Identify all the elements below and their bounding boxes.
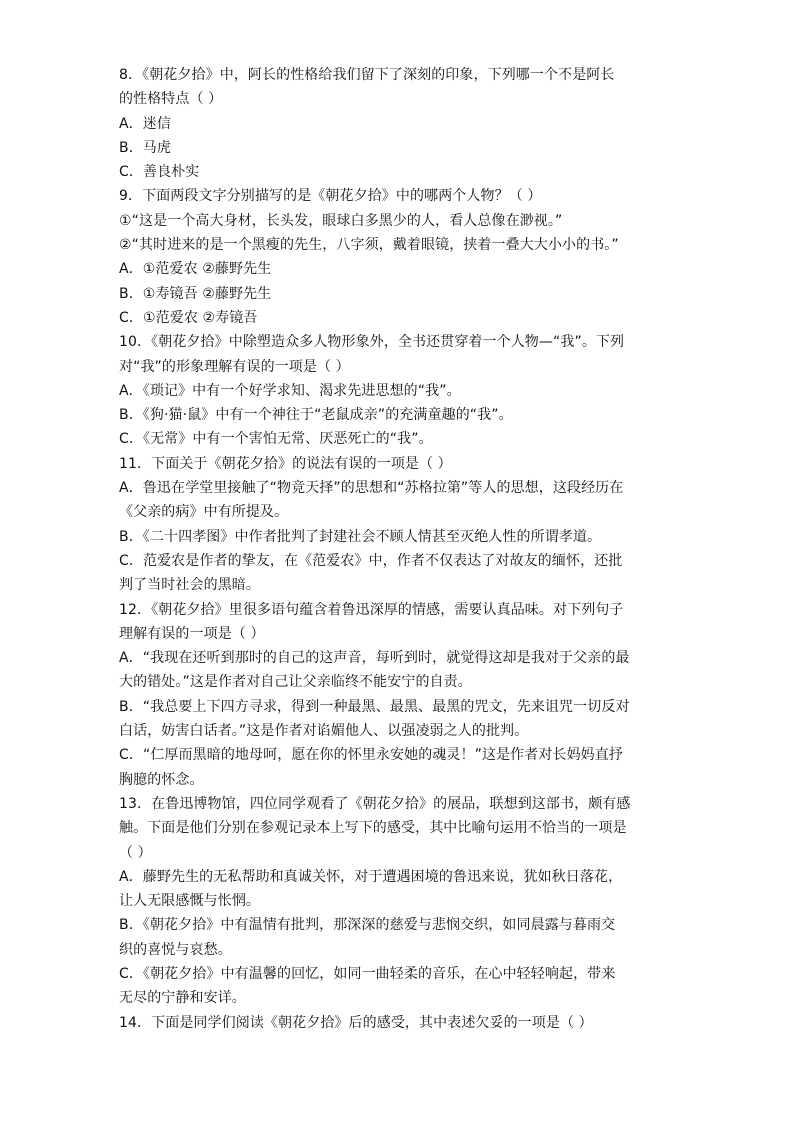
q9-option-b: B．①寿镜吾 ②藤野先生 [119, 285, 272, 302]
q8-option-b: B．马虎 [119, 139, 172, 156]
q8-option-a: A．迷信 [119, 115, 171, 132]
q14-stem: 14．下面是同学们阅读《朝花夕拾》后的感受，其中表述欠妥的一项是（ ） [119, 1014, 593, 1031]
q13-option-c-line2: 无尽的宁静和安详。 [119, 990, 246, 1007]
q11-option-c-line2: 判了当时社会的黑暗。 [119, 577, 260, 594]
q11-stem: 11．下面关于《朝花夕拾》的说法有误的一项是（ ） [119, 455, 452, 472]
q10-option-a: A．《琐记》中有一个好学求知、渴求先进思想的“我”。 [119, 382, 461, 399]
q8-stem-line1: 8．《朝花夕拾》中，阿长的性格给我们留下了深刻的印象，下列哪一个不是阿长 [119, 67, 615, 83]
q13-stem-line2: 触。下面是他们分别在参观记录本上写下的感受，其中比喻句运用不恰当的一项是 [119, 820, 627, 837]
q13-stem-line3: （ ） [119, 844, 152, 861]
q12-option-a-line1: A．“我现在还听到那时的自己的这声音，每听到时，就觉得这却是我对于父亲的最 [119, 650, 630, 667]
q11-option-a-line2: 《父亲的病》中有所提及。 [119, 504, 289, 521]
q11-option-c-line1: C．范爱农是作者的挚友，在《范爱农》中，作者不仅表达了对故友的缅怀，还批 [119, 552, 623, 569]
q8-option-c: C．善良朴实 [119, 164, 200, 181]
q12-option-a-line2: 大的错处。”这是作者对自己让父亲临终不能安宁的自责。 [119, 674, 472, 691]
q9-option-a: A．①范爱农 ②藤野先生 [119, 261, 272, 278]
q8-stem-line2: 的性格特点（ ） [119, 91, 223, 108]
q11-option-a-line1: A．鲁迅在学堂里接触了“物竞天择”的思想和“苏格拉第”等人的思想，这段经历在 [119, 480, 624, 497]
q13-stem-line1: 13．在鲁迅博物馆，四位同学观看了《朝花夕拾》的展品，联想到这部书，颇有感 [119, 795, 631, 812]
q12-stem-line1: 12．《朝花夕拾》里很多语句蕴含着鲁迅深厚的情感，需要认真品味。对下列句子 [119, 601, 624, 618]
q13-option-b-line1: B．《朝花夕拾》中有温情有批判，那深深的慈爱与悲悯交织，如同晨露与暮雨交 [119, 917, 616, 934]
q13-option-b-line2: 织的喜悦与哀愁。 [119, 941, 232, 958]
q10-option-c: C．《无常》中有一个害怕无常、厌恶死亡的“我”。 [119, 431, 433, 448]
q12-option-c-line2: 胸臆的怀念。 [119, 771, 204, 788]
q12-option-b-line2: 白话，妨害白话者。”这是作者对谄媚他人、以强凌弱之人的批判。 [119, 723, 529, 740]
document-page [119, 63, 679, 1035]
q10-stem-line2: 对“我”的形象理解有误的一项是（ ） [119, 358, 350, 375]
q9-stem: 9．下面两段文字分别描写的是《朝花夕拾》中的哪两个人物？（ ） [119, 188, 542, 205]
q13-option-c-line1: C．《朝花夕拾》中有温馨的回忆，如同一曲轻柔的音乐，在心中轻轻响起，带来 [119, 965, 616, 982]
q9-option-c: C．①范爱农 ②寿镜吾 [119, 309, 258, 326]
q9-passage-2: ②“其时进来的是一个黑瘦的先生，八字须，戴着眼镜，挟着一叠大大小小的书。” [119, 237, 619, 254]
q12-stem-line2: 理解有误的一项是（ ） [119, 625, 265, 642]
q10-stem-line1: 10．《朝花夕拾》中除塑造众多人物形象外，全书还贯穿着一个人物—“我”。下列 [119, 334, 625, 351]
q9-passage-1: ①“这是一个高大身材，长头发，眼球白多黑少的人，看人总像在渺视。” [119, 212, 563, 229]
q12-option-c-line1: C．“仁厚而黑暗的地母呵，愿在你的怀里永安她的魂灵！”这是作者对长妈妈直抒 [119, 747, 623, 764]
q11-option-b: B．《二十四孝图》中作者批判了封建社会不顾人情甚至灭绝人性的所谓孝道。 [119, 528, 602, 545]
q13-option-a-line1: A．藤野先生的无私帮助和真诚关怀，对于遭遇困境的鲁迅来说，犹如秋日落花， [119, 868, 623, 885]
q12-option-b-line1: B．“我总要上下四方寻求，得到一种最黑、最黑、最黑的咒文，先来诅咒一切反对 [119, 698, 630, 715]
q10-option-b: B．《狗·猫·鼠》中有一个神往于“老鼠成亲”的充满童趣的“我”。 [119, 407, 513, 424]
q13-option-a-line2: 让人无限感慨与怅惘。 [119, 893, 260, 910]
